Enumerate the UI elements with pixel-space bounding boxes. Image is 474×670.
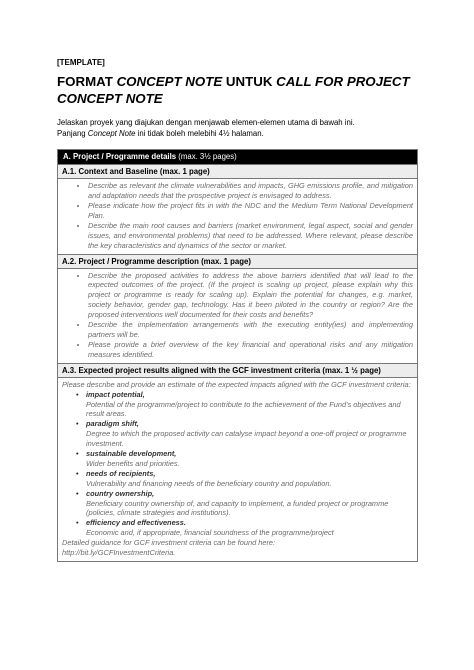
criterion-title: country ownership, xyxy=(86,488,155,498)
bullet-dot-icon: • xyxy=(76,468,79,478)
a1-bullet-list xyxy=(58,181,417,250)
criteria-list xyxy=(62,390,413,539)
criterion-description: Degree to which the proposed activity can catalyse impact beyond a one-off project or programme investment. xyxy=(86,429,407,449)
a3-content[interactable] xyxy=(58,377,418,561)
title-part: CONCEPT NOTE xyxy=(116,74,223,89)
criterion-title: efficiency and effectiveness. xyxy=(86,518,186,528)
a2-content[interactable] xyxy=(58,268,418,363)
criterion-item xyxy=(76,518,413,538)
a2-heading: A.2. Project / Programme description (max. 1 page) xyxy=(58,254,418,268)
criterion-description: Wider benefits and priorities. xyxy=(86,458,180,468)
intro-line-2-em: Concept Note xyxy=(87,128,136,138)
a1-bullet: • Please indicate how the project fits in with the NDC and the Medium Term National Development Plan. xyxy=(88,201,417,221)
a1-bullet: • Describe as relevant the climate vulnerabilities and impacts, GHG emissions profile, and mitigation and adaptation needs that the prospective project is envisaged to address. xyxy=(88,181,417,201)
intro-text xyxy=(57,118,418,139)
title-line-1 xyxy=(57,74,410,89)
concept-note-form xyxy=(57,149,418,562)
intro-line-2-pre: Panjang xyxy=(57,128,88,138)
criterion-title: impact potential, xyxy=(86,389,145,399)
criterion-item xyxy=(76,488,413,519)
criterion-item xyxy=(76,389,413,420)
a1-content[interactable] xyxy=(58,179,418,254)
criterion-description: Economic and, if appropriate, financial soundness of the programme/project xyxy=(86,528,334,538)
intro-line-1: Jelaskan proyek yang diajukan dengan menjawab elemen-elemen utama di bawah ini. xyxy=(57,118,355,127)
a2-bullet: • Describe the implementation arrangements with the executing entity(ies) and implementing partners will be. xyxy=(88,320,417,340)
document-title xyxy=(57,73,418,107)
template-tag: [TEMPLATE] xyxy=(57,58,105,67)
criterion-item xyxy=(76,449,413,469)
criterion-item xyxy=(76,419,413,449)
bullet-dot-icon: • xyxy=(76,488,79,498)
criterion-description: Beneficiary country ownership of, and capacity to implement, a funded project or programme (policies, climate strategies and institutions). xyxy=(86,498,389,518)
guidance-text: Detailed guidance for GCF investment criteria can be found here: xyxy=(62,538,276,548)
a2-bullet: • Please provide a brief overview of the key financial and operational risks and any mitigation measures identified. xyxy=(88,340,417,360)
a1-heading: A.1. Context and Baseline (max. 1 page) xyxy=(58,165,418,179)
criterion-description: Vulnerability and financing needs of the beneficiary country and population. xyxy=(86,478,332,488)
criterion-title: paradigm shift, xyxy=(86,419,139,429)
title-part: FORMAT xyxy=(57,74,117,89)
a1-bullet: • Describe the main root causes and barriers (market environment, legal aspect, social and gender issues, and environmental problems) that need to be addressed. Where relevant, please describe the key characteristics and dynamics of the sector or market. xyxy=(88,221,417,251)
title-line-2: CONCEPT NOTE xyxy=(57,91,163,106)
bullet-dot-icon: • xyxy=(76,389,79,399)
bullet-dot-icon: • xyxy=(76,419,79,429)
bullet-dot-icon: • xyxy=(76,449,79,459)
criterion-item xyxy=(76,468,413,489)
criterion-title: needs of recipients, xyxy=(86,468,156,478)
document-page xyxy=(57,58,418,562)
intro-line-2-post: ini tidak boleh melebihi 4½ halaman. xyxy=(135,128,264,138)
a3-intro: Please describe and provide an estimate of the expected impacts aligned with the GCF investment criteria: xyxy=(62,379,411,389)
criterion-title: sustainable development, xyxy=(86,449,177,459)
bullet-dot-icon: • xyxy=(76,518,79,528)
intro-line-2 xyxy=(57,129,418,140)
criterion-description: Potential of the programme/project to contribute to the achievement of the Fund’s objectives and result areas. xyxy=(86,399,401,419)
section-a-note: (max. 3½ pages) xyxy=(176,152,237,162)
section-a-header xyxy=(58,150,418,165)
a2-bullet-list xyxy=(58,271,417,360)
section-a-label: A. Project / Programme details xyxy=(63,152,177,162)
title-part: UNTUK xyxy=(222,74,277,89)
a3-heading: A.3. Expected project results aligned with the GCF investment criteria (max. 1 ½ page) xyxy=(58,363,418,377)
title-part: CALL FOR PROJECT xyxy=(276,74,410,89)
a2-bullet: • Describe the proposed activities to address the above barriers identified that will lead to the expected outcomes of the project. (If the project is scaling up project, please explain why this project or programme is ready for scaling up). Explain the potential for changes, e.g. market, society behavior, gender gap, technology. Has it been piloted in the country or region? Are the proposed interventions well documented for their costs and benefits? xyxy=(88,271,417,321)
guidance-link[interactable]: http://bit.ly/GCFInvestmentCriteria. xyxy=(62,548,176,558)
